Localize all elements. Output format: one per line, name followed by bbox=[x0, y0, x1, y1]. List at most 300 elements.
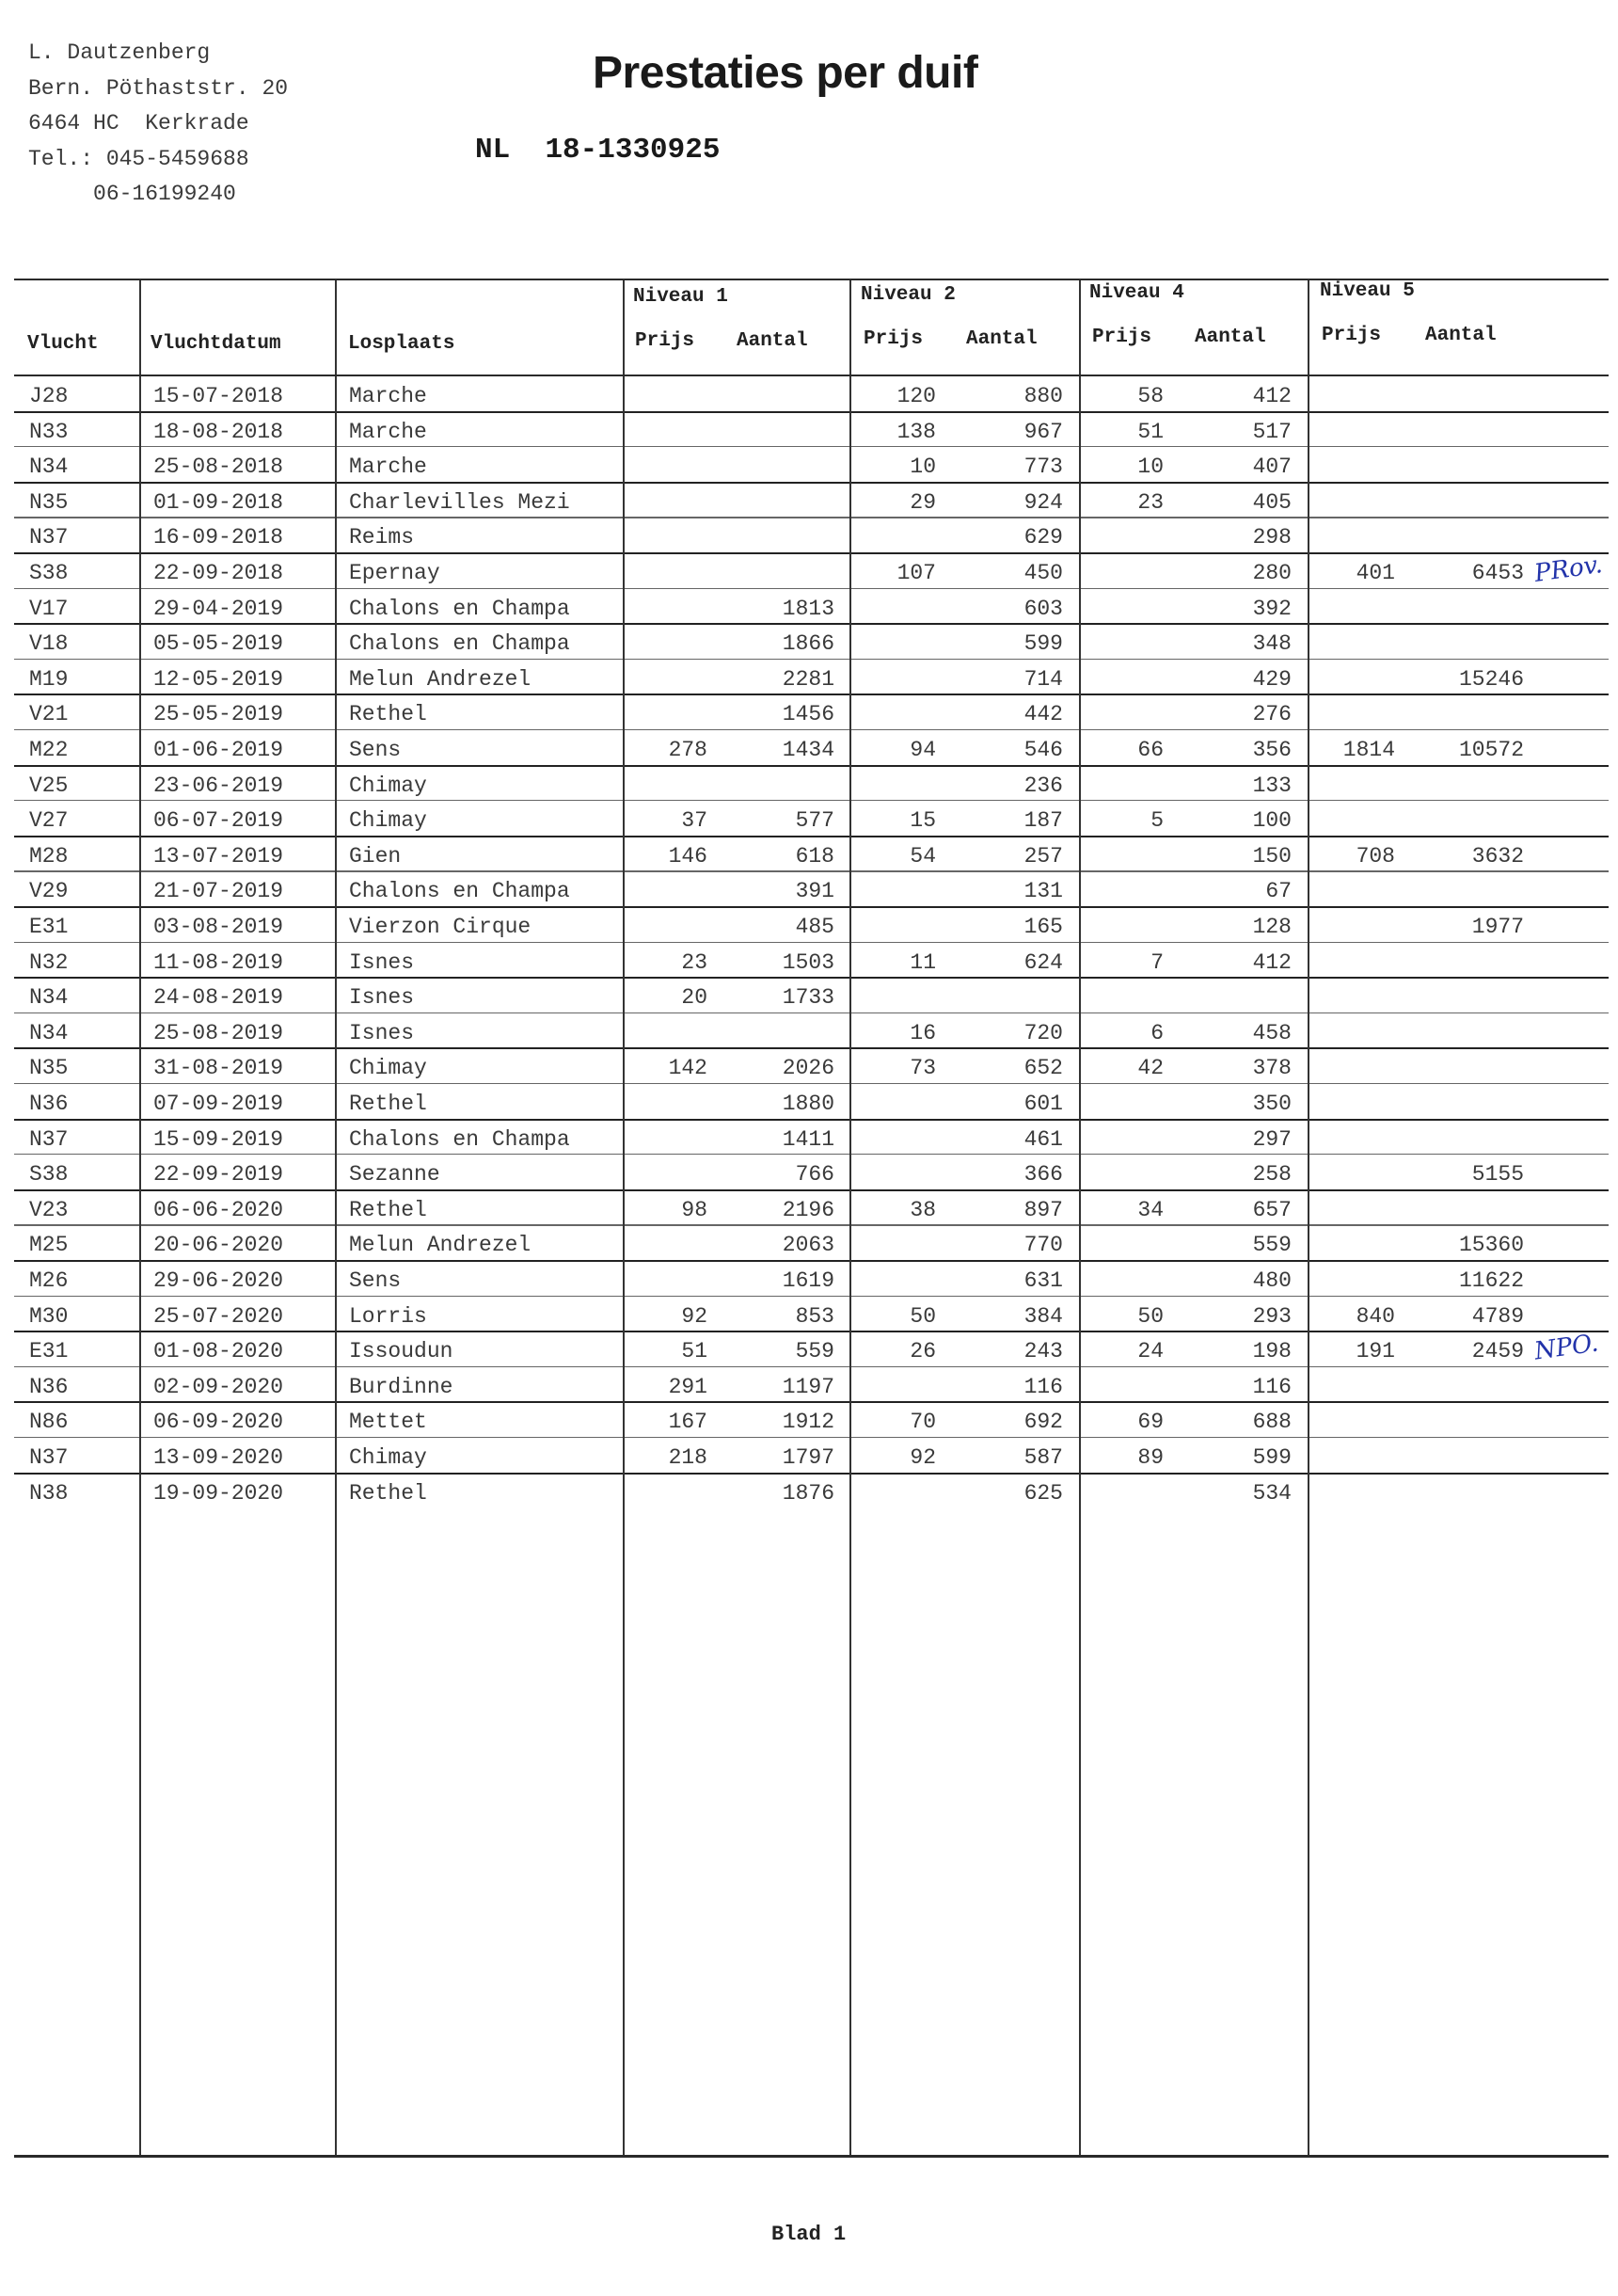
cell-n5-aantal: 10572 bbox=[1458, 738, 1524, 762]
cell-losplaats: Burdinne bbox=[349, 1374, 453, 1399]
cell-n4-aantal: 378 bbox=[1252, 1056, 1292, 1081]
cell-vlucht: V27 bbox=[29, 808, 69, 834]
cell-losplaats: Rethel bbox=[349, 1092, 427, 1116]
table-row bbox=[14, 1331, 1609, 1367]
cell-losplaats: Sens bbox=[349, 738, 402, 762]
cell-n1-aantal: 1733 bbox=[782, 985, 834, 1011]
cell-vlucht: V23 bbox=[29, 1197, 69, 1222]
cell-datum: 15-09-2019 bbox=[153, 1126, 284, 1152]
cell-n2-aantal: 897 bbox=[1023, 1197, 1063, 1222]
cell-n2-prijs: 16 bbox=[910, 1020, 936, 1045]
cell-n4-aantal: 657 bbox=[1252, 1197, 1292, 1222]
cell-losplaats: Reims bbox=[349, 525, 415, 550]
table-row bbox=[14, 1190, 1609, 1226]
cell-n1-prijs: 37 bbox=[681, 808, 707, 834]
cell-n4-aantal: 198 bbox=[1252, 1339, 1292, 1364]
cell-datum: 11-08-2019 bbox=[153, 949, 284, 975]
cell-datum: 22-09-2018 bbox=[153, 561, 284, 585]
cell-n4-aantal: 412 bbox=[1252, 949, 1292, 975]
cell-vlucht: S38 bbox=[29, 561, 69, 585]
cell-n4-aantal: 100 bbox=[1252, 808, 1292, 834]
table-row bbox=[14, 1225, 1609, 1261]
cell-vlucht: N38 bbox=[29, 1480, 69, 1506]
page-number: Blad 1 bbox=[771, 2223, 847, 2246]
cell-n4-aantal: 458 bbox=[1252, 1020, 1292, 1045]
cell-n1-aantal: 2196 bbox=[782, 1197, 834, 1222]
cell-n4-aantal: 298 bbox=[1252, 525, 1292, 550]
cell-n2-prijs: 73 bbox=[910, 1056, 936, 1081]
cell-n2-aantal: 187 bbox=[1023, 808, 1063, 834]
cell-n1-aantal: 2026 bbox=[782, 1056, 834, 1081]
cell-n4-aantal: 258 bbox=[1252, 1162, 1292, 1188]
cell-losplaats: Chimay bbox=[349, 1056, 427, 1081]
column-divider bbox=[623, 279, 625, 2155]
cell-n1-prijs: 291 bbox=[668, 1374, 707, 1399]
cell-n2-aantal: 692 bbox=[1023, 1410, 1063, 1435]
cell-n2-aantal: 624 bbox=[1023, 949, 1063, 975]
cell-losplaats: Sezanne bbox=[349, 1162, 440, 1188]
cell-datum: 06-06-2020 bbox=[153, 1197, 284, 1222]
table-row bbox=[14, 518, 1609, 553]
cell-n2-aantal: 461 bbox=[1023, 1126, 1063, 1152]
table-row bbox=[14, 624, 1609, 660]
cell-n2-aantal: 599 bbox=[1023, 631, 1063, 657]
header-n2-aantal: Aantal bbox=[966, 328, 1038, 350]
column-divider bbox=[1308, 279, 1309, 2155]
cell-vlucht: N37 bbox=[29, 1126, 69, 1152]
cell-n2-prijs: 120 bbox=[896, 384, 936, 408]
cell-n2-aantal: 601 bbox=[1023, 1092, 1063, 1116]
cell-n5-aantal: 1977 bbox=[1471, 915, 1524, 939]
cell-n2-prijs: 138 bbox=[896, 419, 936, 444]
cell-n4-aantal: 405 bbox=[1252, 489, 1292, 515]
cell-n1-aantal: 391 bbox=[795, 879, 834, 904]
cell-vlucht: N34 bbox=[29, 1020, 69, 1045]
cell-n2-prijs: 26 bbox=[910, 1339, 936, 1364]
header-n2-prijs: Prijs bbox=[864, 328, 924, 350]
cell-n4-aantal: 688 bbox=[1252, 1410, 1292, 1435]
cell-vlucht: V25 bbox=[29, 773, 69, 798]
column-divider bbox=[139, 279, 141, 2155]
cell-n4-prijs: 89 bbox=[1137, 1445, 1164, 1470]
cell-vlucht: M22 bbox=[29, 738, 69, 762]
owner-name: L. Dautzenberg bbox=[28, 40, 211, 65]
header-niveau-2: Niveau 2 bbox=[861, 284, 956, 306]
cell-n2-aantal: 603 bbox=[1023, 596, 1063, 621]
cell-n5-aantal: 15246 bbox=[1458, 666, 1524, 692]
cell-datum: 13-09-2020 bbox=[153, 1445, 284, 1470]
cell-n4-prijs: 58 bbox=[1137, 384, 1164, 408]
cell-n5-aantal: 4789 bbox=[1471, 1303, 1524, 1329]
cell-datum: 21-07-2019 bbox=[153, 879, 284, 904]
cell-n1-aantal: 1197 bbox=[782, 1374, 834, 1399]
table-row bbox=[14, 412, 1609, 448]
performance-table bbox=[14, 279, 1609, 2155]
cell-vlucht: M28 bbox=[29, 843, 69, 869]
cell-n4-aantal: 280 bbox=[1252, 561, 1292, 585]
cell-n1-aantal: 1456 bbox=[782, 702, 834, 727]
cell-n1-prijs: 142 bbox=[668, 1056, 707, 1081]
cell-n1-aantal: 1434 bbox=[782, 738, 834, 762]
cell-losplaats: Vierzon Cirque bbox=[349, 915, 531, 939]
cell-vlucht: N34 bbox=[29, 985, 69, 1011]
cell-vlucht: M26 bbox=[29, 1268, 69, 1293]
ring-number bbox=[475, 134, 720, 167]
cell-n1-aantal: 2063 bbox=[782, 1233, 834, 1258]
cell-losplaats: Gien bbox=[349, 843, 402, 869]
cell-n5-aantal: 2459 bbox=[1471, 1339, 1524, 1364]
cell-n1-aantal: 618 bbox=[795, 843, 834, 869]
cell-n4-prijs: 51 bbox=[1137, 419, 1164, 444]
cell-n1-prijs: 92 bbox=[681, 1303, 707, 1329]
cell-losplaats: Chimay bbox=[349, 1445, 427, 1470]
cell-n4-prijs: 24 bbox=[1137, 1339, 1164, 1364]
cell-n4-prijs: 23 bbox=[1137, 489, 1164, 515]
cell-datum: 01-08-2020 bbox=[153, 1339, 284, 1364]
cell-n2-aantal: 257 bbox=[1023, 843, 1063, 869]
cell-n4-aantal: 350 bbox=[1252, 1092, 1292, 1116]
table-row bbox=[14, 871, 1609, 907]
table-row bbox=[14, 837, 1609, 872]
table-row bbox=[14, 1048, 1609, 1084]
cell-losplaats: Chalons en Champa bbox=[349, 596, 570, 621]
cell-n2-aantal: 587 bbox=[1023, 1445, 1063, 1470]
column-divider bbox=[335, 279, 337, 2155]
table-row bbox=[14, 447, 1609, 483]
cell-datum: 25-07-2020 bbox=[153, 1303, 284, 1329]
cell-datum: 25-08-2019 bbox=[153, 1020, 284, 1045]
cell-n5-prijs: 1814 bbox=[1342, 738, 1395, 762]
cell-n5-prijs: 840 bbox=[1356, 1303, 1395, 1329]
cell-n4-aantal: 559 bbox=[1252, 1233, 1292, 1258]
cell-n4-aantal: 276 bbox=[1252, 702, 1292, 727]
header-losplaats: Losplaats bbox=[348, 333, 455, 355]
cell-losplaats: Marche bbox=[349, 384, 427, 408]
cell-datum: 01-09-2018 bbox=[153, 489, 284, 515]
cell-n4-aantal: 599 bbox=[1252, 1445, 1292, 1470]
cell-datum: 06-07-2019 bbox=[153, 808, 284, 834]
cell-n4-aantal: 293 bbox=[1252, 1303, 1292, 1329]
cell-losplaats: Melun Andrezel bbox=[349, 666, 531, 692]
cell-n2-aantal: 631 bbox=[1023, 1268, 1063, 1293]
cell-n4-aantal: 429 bbox=[1252, 666, 1292, 692]
cell-n1-prijs: 167 bbox=[668, 1410, 707, 1435]
table-row bbox=[14, 550, 1609, 589]
cell-n2-aantal: 720 bbox=[1023, 1020, 1063, 1045]
cell-vlucht: M19 bbox=[29, 666, 69, 692]
cell-losplaats: Rethel bbox=[349, 1480, 427, 1506]
cell-n2-prijs: 107 bbox=[896, 561, 936, 585]
cell-n2-prijs: 38 bbox=[910, 1197, 936, 1222]
cell-n4-aantal: 116 bbox=[1252, 1374, 1292, 1399]
cell-n1-aantal: 1503 bbox=[782, 949, 834, 975]
cell-vlucht: N37 bbox=[29, 525, 69, 550]
cell-n4-prijs: 69 bbox=[1137, 1410, 1164, 1435]
cell-n2-aantal: 546 bbox=[1023, 738, 1063, 762]
table-row bbox=[14, 483, 1609, 518]
table-row bbox=[14, 907, 1609, 943]
cell-n1-prijs: 146 bbox=[668, 843, 707, 869]
cell-n1-aantal: 485 bbox=[795, 915, 834, 939]
cell-n2-aantal: 236 bbox=[1023, 773, 1063, 798]
owner-phone: Tel.: 045-5459688 bbox=[28, 146, 249, 171]
header-n1-aantal: Aantal bbox=[737, 330, 808, 352]
cell-datum: 25-05-2019 bbox=[153, 702, 284, 727]
cell-n5-prijs: 191 bbox=[1356, 1339, 1395, 1364]
ring-country: NL bbox=[475, 134, 511, 167]
cell-n1-prijs: 23 bbox=[681, 949, 707, 975]
table-bottom-rule bbox=[14, 2155, 1609, 2158]
cell-losplaats: Mettet bbox=[349, 1410, 427, 1435]
cell-losplaats: Melun Andrezel bbox=[349, 1233, 531, 1258]
cell-losplaats: Isnes bbox=[349, 985, 415, 1011]
cell-datum: 05-05-2019 bbox=[153, 631, 284, 657]
cell-n2-aantal: 652 bbox=[1023, 1056, 1063, 1081]
cell-losplaats: Sens bbox=[349, 1268, 402, 1293]
cell-n5-aantal: 11622 bbox=[1458, 1268, 1524, 1293]
table-row bbox=[14, 694, 1609, 730]
cell-n2-aantal: 165 bbox=[1023, 915, 1063, 939]
cell-n1-prijs: 278 bbox=[668, 738, 707, 762]
cell-n4-aantal: 348 bbox=[1252, 631, 1292, 657]
cell-datum: 15-07-2018 bbox=[153, 384, 284, 408]
cell-n4-aantal: 150 bbox=[1252, 843, 1292, 869]
header-vluchtdatum: Vluchtdatum bbox=[151, 333, 281, 355]
table-row bbox=[14, 376, 1609, 412]
cell-n4-prijs: 5 bbox=[1150, 808, 1164, 834]
cell-n2-prijs: 70 bbox=[910, 1410, 936, 1435]
table-row bbox=[14, 1297, 1609, 1332]
cell-n5-aantal: 3632 bbox=[1471, 843, 1524, 869]
table-row bbox=[14, 978, 1609, 1013]
header-n5-prijs: Prijs bbox=[1322, 325, 1382, 346]
owner-city: 6464 HC Kerkrade bbox=[28, 111, 249, 136]
cell-n1-aantal: 1619 bbox=[782, 1268, 834, 1293]
cell-n1-prijs: 51 bbox=[681, 1339, 707, 1364]
cell-n4-aantal: 412 bbox=[1252, 384, 1292, 408]
cell-n4-aantal: 128 bbox=[1252, 915, 1292, 939]
cell-n1-aantal: 1866 bbox=[782, 631, 834, 657]
cell-n2-aantal: 770 bbox=[1023, 1233, 1063, 1258]
cell-n4-prijs: 42 bbox=[1137, 1056, 1164, 1081]
header-n1-prijs: Prijs bbox=[635, 330, 695, 352]
cell-n4-aantal: 297 bbox=[1252, 1126, 1292, 1152]
cell-datum: 18-08-2018 bbox=[153, 419, 284, 444]
cell-n2-aantal: 773 bbox=[1023, 454, 1063, 480]
table-row bbox=[14, 660, 1609, 695]
cell-n2-aantal: 924 bbox=[1023, 489, 1063, 515]
cell-datum: 07-09-2019 bbox=[153, 1092, 284, 1116]
cell-vlucht: N35 bbox=[29, 1056, 69, 1081]
cell-n1-prijs: 218 bbox=[668, 1445, 707, 1470]
cell-vlucht: E31 bbox=[29, 1339, 69, 1364]
cell-n5-prijs: 401 bbox=[1356, 561, 1395, 585]
cell-n5-aantal: 6453 bbox=[1471, 561, 1524, 585]
cell-n4-aantal: 480 bbox=[1252, 1268, 1292, 1293]
cell-n1-aantal: 853 bbox=[795, 1303, 834, 1329]
cell-datum: 29-04-2019 bbox=[153, 596, 284, 621]
cell-n4-aantal: 67 bbox=[1265, 879, 1292, 904]
cell-datum: 22-09-2019 bbox=[153, 1162, 284, 1188]
cell-n4-prijs: 34 bbox=[1137, 1197, 1164, 1222]
column-divider bbox=[1079, 279, 1081, 2155]
cell-n1-aantal: 559 bbox=[795, 1339, 834, 1364]
cell-n1-prijs: 98 bbox=[681, 1197, 707, 1222]
cell-n2-prijs: 15 bbox=[910, 808, 936, 834]
header-niveau-5: Niveau 5 bbox=[1320, 280, 1415, 302]
cell-losplaats: Chimay bbox=[349, 773, 427, 798]
table-row bbox=[14, 943, 1609, 979]
cell-datum: 20-06-2020 bbox=[153, 1233, 284, 1258]
cell-n1-aantal: 1411 bbox=[782, 1126, 834, 1152]
cell-n4-prijs: 10 bbox=[1137, 454, 1164, 480]
cell-vlucht: N37 bbox=[29, 1445, 69, 1470]
cell-losplaats: Marche bbox=[349, 454, 427, 480]
cell-datum: 06-09-2020 bbox=[153, 1410, 284, 1435]
cell-vlucht: N33 bbox=[29, 419, 69, 444]
cell-losplaats: Chalons en Champa bbox=[349, 1126, 570, 1152]
header-niveau-4: Niveau 4 bbox=[1089, 282, 1184, 304]
handwritten-note: PRov. bbox=[1532, 550, 1605, 588]
cell-datum: 13-07-2019 bbox=[153, 843, 284, 869]
cell-n1-prijs: 20 bbox=[681, 985, 707, 1011]
header-niveau-1: Niveau 1 bbox=[633, 286, 728, 308]
cell-datum: 24-08-2019 bbox=[153, 985, 284, 1011]
cell-n4-prijs: 6 bbox=[1150, 1020, 1164, 1045]
cell-vlucht: M25 bbox=[29, 1233, 69, 1258]
table-row bbox=[14, 1120, 1609, 1156]
cell-n4-aantal: 392 bbox=[1252, 596, 1292, 621]
header-n4-prijs: Prijs bbox=[1092, 327, 1152, 348]
table-row bbox=[14, 1367, 1609, 1403]
cell-n1-aantal: 1813 bbox=[782, 596, 834, 621]
table-row bbox=[14, 589, 1609, 625]
cell-n2-aantal: 384 bbox=[1023, 1303, 1063, 1329]
cell-n1-aantal: 766 bbox=[795, 1162, 834, 1188]
cell-vlucht: V18 bbox=[29, 631, 69, 657]
column-divider bbox=[849, 279, 851, 2155]
cell-vlucht: N36 bbox=[29, 1374, 69, 1399]
cell-losplaats: Isnes bbox=[349, 949, 415, 975]
owner-mobile: 06-16199240 bbox=[28, 182, 236, 206]
table-row bbox=[14, 1474, 1609, 1509]
cell-n4-aantal: 356 bbox=[1252, 738, 1292, 762]
ring-id: 18-1330925 bbox=[545, 134, 721, 167]
table-row bbox=[14, 1438, 1609, 1474]
header-n5-aantal: Aantal bbox=[1425, 325, 1497, 346]
cell-n2-aantal: 629 bbox=[1023, 525, 1063, 550]
cell-n2-prijs: 92 bbox=[910, 1445, 936, 1470]
cell-vlucht: V21 bbox=[29, 702, 69, 727]
cell-n2-prijs: 54 bbox=[910, 843, 936, 869]
cell-n2-prijs: 50 bbox=[910, 1303, 936, 1329]
cell-losplaats: Charlevilles Mezi bbox=[349, 489, 570, 515]
cell-datum: 23-06-2019 bbox=[153, 773, 284, 798]
cell-n1-aantal: 1880 bbox=[782, 1092, 834, 1116]
cell-n2-aantal: 714 bbox=[1023, 666, 1063, 692]
cell-vlucht: V17 bbox=[29, 596, 69, 621]
cell-vlucht: E31 bbox=[29, 915, 69, 939]
cell-n1-aantal: 1797 bbox=[782, 1445, 834, 1470]
cell-n2-aantal: 625 bbox=[1023, 1480, 1063, 1506]
cell-losplaats: Rethel bbox=[349, 702, 427, 727]
owner-address bbox=[28, 36, 288, 213]
cell-vlucht: N34 bbox=[29, 454, 69, 480]
cell-n2-aantal: 131 bbox=[1023, 879, 1063, 904]
cell-datum: 16-09-2018 bbox=[153, 525, 284, 550]
cell-n5-aantal: 15360 bbox=[1458, 1233, 1524, 1258]
cell-n2-prijs: 11 bbox=[910, 949, 936, 975]
page-title: Prestaties per duif bbox=[593, 48, 978, 98]
cell-datum: 02-09-2020 bbox=[153, 1374, 284, 1399]
table-row bbox=[14, 1155, 1609, 1190]
table-row bbox=[14, 801, 1609, 837]
cell-n2-prijs: 94 bbox=[910, 738, 936, 762]
cell-n1-aantal: 577 bbox=[795, 808, 834, 834]
cell-losplaats: Chalons en Champa bbox=[349, 879, 570, 904]
cell-vlucht: S38 bbox=[29, 1162, 69, 1188]
cell-n2-aantal: 366 bbox=[1023, 1162, 1063, 1188]
cell-vlucht: N36 bbox=[29, 1092, 69, 1116]
cell-datum: 25-08-2018 bbox=[153, 454, 284, 480]
cell-losplaats: Chalons en Champa bbox=[349, 631, 570, 657]
cell-n1-aantal: 2281 bbox=[782, 666, 834, 692]
cell-n1-aantal: 1912 bbox=[782, 1410, 834, 1435]
cell-vlucht: V29 bbox=[29, 879, 69, 904]
table-row bbox=[14, 1084, 1609, 1120]
cell-losplaats: Marche bbox=[349, 419, 427, 444]
cell-datum: 12-05-2019 bbox=[153, 666, 284, 692]
cell-datum: 19-09-2020 bbox=[153, 1480, 284, 1506]
cell-losplaats: Lorris bbox=[349, 1303, 427, 1329]
cell-vlucht: N86 bbox=[29, 1410, 69, 1435]
table-row bbox=[14, 766, 1609, 802]
cell-losplaats: Epernay bbox=[349, 561, 440, 585]
cell-n5-prijs: 708 bbox=[1356, 843, 1395, 869]
cell-vlucht: N32 bbox=[29, 949, 69, 975]
cell-n4-aantal: 407 bbox=[1252, 454, 1292, 480]
cell-n2-prijs: 29 bbox=[910, 489, 936, 515]
cell-n2-aantal: 442 bbox=[1023, 702, 1063, 727]
cell-vlucht: J28 bbox=[29, 384, 69, 408]
table-row bbox=[14, 1013, 1609, 1049]
cell-n5-aantal: 5155 bbox=[1471, 1162, 1524, 1188]
cell-losplaats: Chimay bbox=[349, 808, 427, 834]
cell-n2-aantal: 243 bbox=[1023, 1339, 1063, 1364]
cell-n2-aantal: 450 bbox=[1023, 561, 1063, 585]
cell-n4-aantal: 133 bbox=[1252, 773, 1292, 798]
table-row bbox=[14, 730, 1609, 766]
header-vlucht: Vlucht bbox=[27, 333, 99, 355]
cell-losplaats: Isnes bbox=[349, 1020, 415, 1045]
cell-datum: 01-06-2019 bbox=[153, 738, 284, 762]
cell-n4-aantal: 534 bbox=[1252, 1480, 1292, 1506]
cell-n2-aantal: 967 bbox=[1023, 419, 1063, 444]
cell-n4-aantal: 517 bbox=[1252, 419, 1292, 444]
cell-datum: 29-06-2020 bbox=[153, 1268, 284, 1293]
header-bottom-rule bbox=[14, 375, 1609, 376]
cell-datum: 03-08-2019 bbox=[153, 915, 284, 939]
cell-vlucht: M30 bbox=[29, 1303, 69, 1329]
cell-vlucht: N35 bbox=[29, 489, 69, 515]
cell-losplaats: Rethel bbox=[349, 1197, 427, 1222]
table-top-rule bbox=[14, 279, 1609, 280]
cell-n2-aantal: 880 bbox=[1023, 384, 1063, 408]
cell-n4-prijs: 66 bbox=[1137, 738, 1164, 762]
owner-street: Bern. Pöthaststr. 20 bbox=[28, 75, 289, 101]
cell-datum: 31-08-2019 bbox=[153, 1056, 284, 1081]
cell-losplaats: Issoudun bbox=[349, 1339, 453, 1364]
